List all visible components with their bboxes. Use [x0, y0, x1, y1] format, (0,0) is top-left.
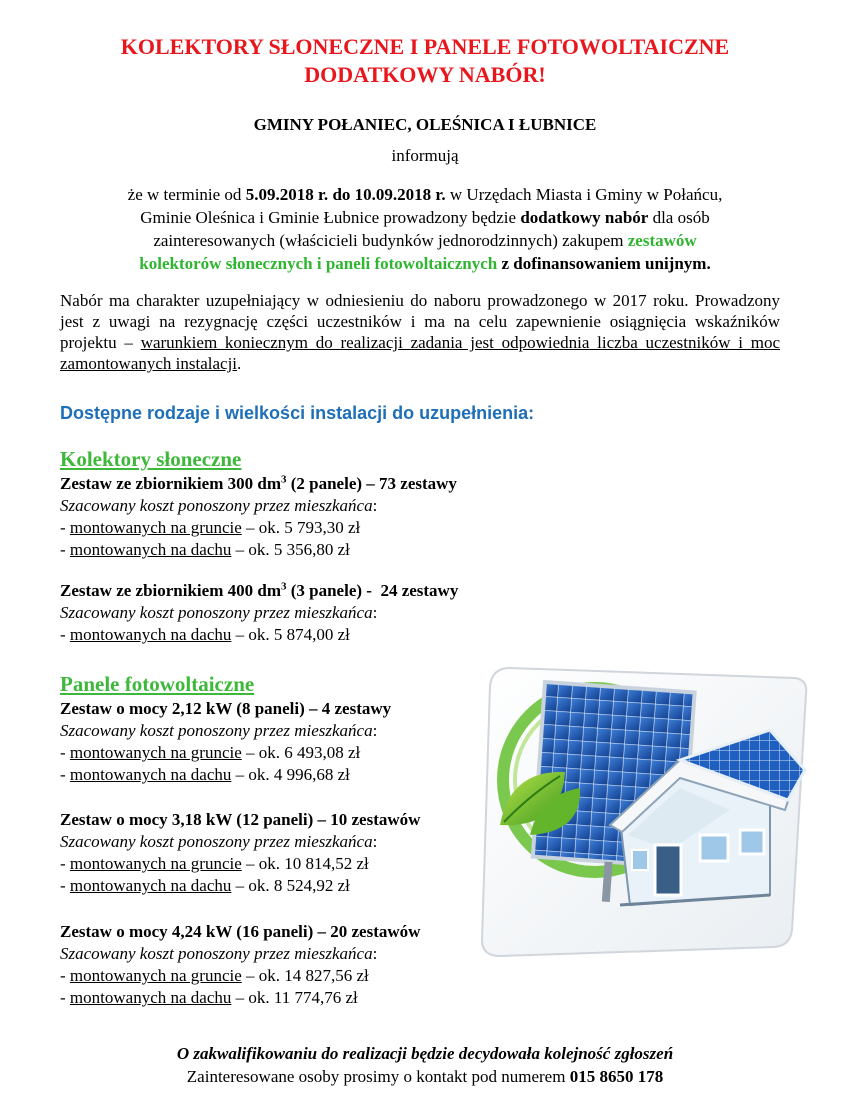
price: 6 493,08 zł: [284, 743, 361, 762]
pv-heading: Panele fotowoltaiczne: [60, 672, 255, 696]
dash: -: [60, 540, 70, 559]
dash: -: [60, 518, 70, 537]
price-row: [60, 764, 350, 786]
superscript: 3: [280, 473, 287, 486]
price-row: [60, 987, 358, 1009]
solar-set-1-title: [60, 473, 457, 495]
sep: – ok.: [241, 854, 285, 873]
colon: :: [372, 496, 378, 515]
info-paragraph: [60, 290, 780, 374]
cost-label-text: Szacowany koszt ponoszony przez mieszkańca: [60, 944, 373, 963]
date-from: 5.09.2018 r.: [245, 185, 329, 204]
intro-line-1: [0, 183, 850, 206]
superscript: 3: [280, 580, 287, 593]
sep: – ok.: [231, 540, 274, 559]
mount-type: montowanych na dachu: [69, 540, 232, 559]
intro-bold: dodatkowy nabór: [520, 208, 649, 227]
sep: – ok.: [231, 876, 274, 895]
informuja-text: informują: [391, 146, 459, 165]
set-text: (2 panele) – 73 zestawy: [286, 474, 457, 493]
info-end: .: [237, 354, 242, 373]
price: 5 874,00 zł: [273, 625, 350, 644]
dash: -: [60, 765, 70, 784]
intro-paragraph: [0, 183, 850, 275]
price-row: [60, 853, 369, 875]
cost-label-text: Szacowany koszt ponoszony przez mieszkańca: [60, 496, 373, 515]
dash: -: [60, 625, 70, 644]
solar-set-2-title: [60, 580, 458, 602]
solar-house-illustration: [470, 660, 810, 960]
dash: -: [60, 743, 70, 762]
sep: – ok.: [231, 765, 274, 784]
cost-label: [60, 495, 377, 517]
intro-bold: z dofinansowaniem unijnym.: [497, 254, 711, 273]
dash: -: [60, 966, 70, 985]
mount-type: montowanych na dachu: [69, 625, 232, 644]
footer-text: Zainteresowane osoby prosimy o kontakt pod numerem: [186, 1067, 570, 1086]
pv-set-3-title: Zestaw o mocy 4,24 kW (16 paneli) – 20 zestawów: [60, 922, 421, 941]
mount-type: montowanych na gruncie: [69, 854, 242, 873]
sep: – ok.: [231, 988, 274, 1007]
info-text: Nabór ma charakter uzupełniający w odniesieniu do naboru prowadzonego w 2017 roku. Prowadzony jest z uwagi na rezygnację części uczestników i ma na celu zapewnienie osiągnięcia wskaźników projektu –: [60, 291, 780, 352]
pv-set-2-title: Zestaw o mocy 3,18 kW (12 paneli) – 10 zestawów: [60, 810, 421, 829]
cost-label-text: Szacowany koszt ponoszony przez mieszkańca: [60, 832, 373, 851]
set-text: Zestaw ze zbiornikiem 400 dm: [60, 581, 281, 600]
price-row: [60, 875, 350, 897]
intro-line-3: [0, 229, 850, 252]
colon: :: [372, 944, 378, 963]
price: 14 827,56 zł: [284, 966, 369, 985]
pv-set-1-title: Zestaw o mocy 2,12 kW (8 paneli) – 4 zestawy: [60, 699, 392, 718]
footer-line-1: O zakwalifikowaniu do realizacji będzie decydowała kolejność zgłoszeń: [176, 1044, 674, 1063]
mount-type: montowanych na dachu: [69, 988, 232, 1007]
cost-label: [60, 720, 377, 742]
title-line-1: KOLEKTORY SŁONECZNE I PANELE FOTOWOLTAICZNE: [120, 34, 730, 59]
cost-label-text: Szacowany koszt ponoszony przez mieszkańca: [60, 721, 373, 740]
set-text: (3 panele) - 24 zestawy: [286, 581, 459, 600]
footer-line-2: [0, 1067, 850, 1087]
colon: :: [372, 721, 378, 740]
price-row: [60, 965, 369, 987]
cost-label: [60, 602, 377, 624]
cost-label-text: Szacowany koszt ponoszony przez mieszkańca: [60, 603, 373, 622]
sep: – ok.: [231, 625, 274, 644]
dash: -: [60, 876, 70, 895]
price-row: [60, 517, 360, 539]
sep: – ok.: [241, 518, 285, 537]
price: 10 814,52 zł: [284, 854, 369, 873]
intro-text: że w terminie od: [127, 185, 246, 204]
mount-type: montowanych na gruncie: [69, 518, 242, 537]
intro-text: dla osób: [648, 208, 710, 227]
price: 8 524,92 zł: [273, 876, 350, 895]
info-underlined: warunkiem koniecznym do realizacji zadania jest odpowiednia liczba uczestników i moc zamontowanych instalacji: [60, 333, 781, 373]
intro-text: do: [328, 185, 355, 204]
mount-type: montowanych na dachu: [69, 876, 232, 895]
price: 4 996,68 zł: [273, 765, 350, 784]
sep: – ok.: [241, 966, 285, 985]
colon: :: [372, 603, 378, 622]
price-row: [60, 624, 350, 646]
dash: -: [60, 854, 70, 873]
sep: – ok.: [241, 743, 285, 762]
intro-text: w Urzędach Miasta i Gminy w Połańcu,: [445, 185, 723, 204]
solar-house-graphic: [470, 660, 810, 960]
set-text: Zestaw ze zbiornikiem 300 dm: [60, 474, 281, 493]
date-to: 10.09.2018 r.: [354, 185, 446, 204]
price-row: [60, 539, 350, 561]
intro-text: zainteresowanych (właścicieli budynków jednorodzinnych) zakupem: [153, 231, 628, 250]
intro-text: Gminie Oleśnica i Gminie Łubnice prowadzony będzie: [140, 208, 521, 227]
title-line-2: DODATKOWY NABÓR!: [304, 62, 546, 87]
mount-type: montowanych na gruncie: [69, 743, 242, 762]
intro-line-2: [0, 206, 850, 229]
price: 5 793,30 zł: [284, 518, 361, 537]
dash: -: [60, 988, 70, 1007]
intro-green: kolektorów słonecznych i paneli fotowoltaicznych: [139, 254, 498, 273]
mount-type: montowanych na gruncie: [69, 966, 242, 985]
intro-line-4: [0, 252, 850, 275]
intro-green: zestawów: [627, 231, 697, 250]
mount-type: montowanych na dachu: [69, 765, 232, 784]
price: 11 774,76 zł: [273, 988, 358, 1007]
solar-heading: Kolektory słoneczne: [60, 447, 242, 471]
cost-label: [60, 831, 377, 853]
colon: :: [372, 832, 378, 851]
price-row: [60, 742, 360, 764]
phone-number: 015 8650 178: [569, 1067, 664, 1086]
cost-label: [60, 943, 377, 965]
price: 5 356,80 zł: [273, 540, 350, 559]
subtitle: GMINY POŁANIEC, OLEŚNICA I ŁUBNICE: [253, 115, 597, 134]
available-heading: Dostępne rodzaje i wielkości instalacji do uzupełnienia:: [60, 403, 535, 423]
